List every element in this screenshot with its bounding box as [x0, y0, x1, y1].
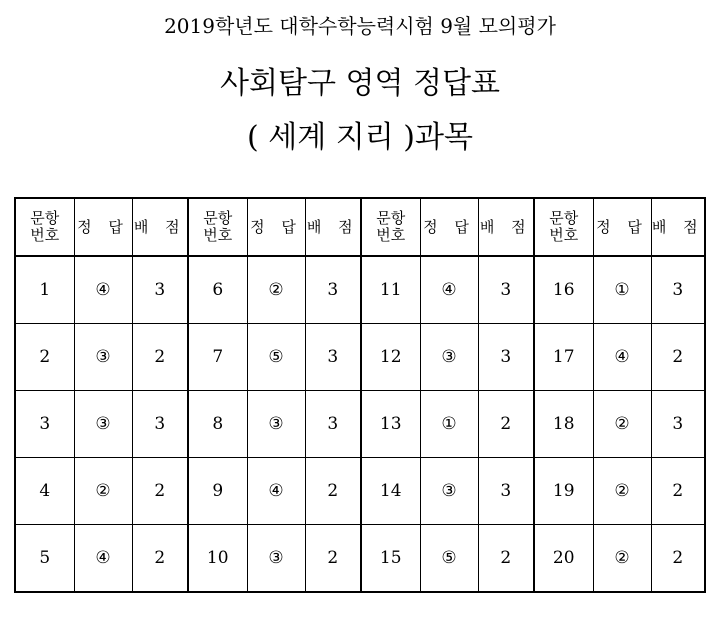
points-cell: 3 — [478, 324, 534, 391]
points-cell: 3 — [478, 458, 534, 525]
question-number-header: 문항 번호 — [188, 198, 247, 256]
answer-header: 정 답 — [420, 198, 478, 256]
question-number-header: 문항 번호 — [15, 198, 74, 256]
question-number: 20 — [534, 525, 593, 593]
question-number: 6 — [188, 256, 247, 324]
question-number: 19 — [534, 458, 593, 525]
question-number: 8 — [188, 391, 247, 458]
exam-title: 2019학년도 대학수학능력시험 9월 모의평가 — [164, 14, 556, 38]
question-number: 1 — [15, 256, 74, 324]
question-number: 15 — [361, 525, 420, 593]
table-row — [15, 391, 705, 458]
answer-cell: ③ — [420, 458, 478, 525]
points-cell: 2 — [651, 458, 705, 525]
points-cell: 2 — [132, 458, 188, 525]
question-number: 2 — [15, 324, 74, 391]
question-number: 4 — [15, 458, 74, 525]
answer-cell: ③ — [247, 391, 305, 458]
points-cell: 2 — [651, 324, 705, 391]
points-cell: 3 — [132, 391, 188, 458]
answer-header: 정 답 — [74, 198, 132, 256]
answer-cell: ④ — [74, 525, 132, 593]
question-number: 10 — [188, 525, 247, 593]
points-cell: 2 — [651, 525, 705, 593]
points-cell: 3 — [305, 391, 361, 458]
answer-cell: ② — [593, 525, 651, 593]
question-number: 7 — [188, 324, 247, 391]
points-cell: 3 — [305, 324, 361, 391]
subject-name: ( 세계 지리 )과목 — [247, 120, 473, 155]
points-cell: 3 — [651, 256, 705, 324]
points-cell: 2 — [478, 391, 534, 458]
points-cell: 2 — [305, 525, 361, 593]
question-number: 13 — [361, 391, 420, 458]
points-header: 배 점 — [305, 198, 361, 256]
points-cell: 2 — [132, 525, 188, 593]
answer-cell: ② — [247, 256, 305, 324]
answer-cell: ④ — [593, 324, 651, 391]
table-row — [15, 256, 705, 324]
question-number: 14 — [361, 458, 420, 525]
answer-cell: ③ — [247, 525, 305, 593]
answer-cell: ② — [593, 458, 651, 525]
answer-cell: ① — [593, 256, 651, 324]
points-cell: 3 — [651, 391, 705, 458]
answer-header: 정 답 — [593, 198, 651, 256]
page-title: 사회탐구 영역 정답표 — [220, 66, 500, 101]
answer-cell: ④ — [420, 256, 478, 324]
points-cell: 3 — [305, 256, 361, 324]
answer-cell: ③ — [74, 391, 132, 458]
question-number: 18 — [534, 391, 593, 458]
answer-cell: ② — [593, 391, 651, 458]
table-row — [15, 324, 705, 391]
points-cell: 3 — [132, 256, 188, 324]
question-number: 12 — [361, 324, 420, 391]
answer-cell: ② — [74, 458, 132, 525]
answer-key-table — [14, 197, 706, 593]
points-header: 배 점 — [651, 198, 705, 256]
points-cell: 2 — [305, 458, 361, 525]
answer-cell: ③ — [420, 324, 478, 391]
points-cell: 2 — [478, 525, 534, 593]
question-number-header: 문항 번호 — [361, 198, 420, 256]
answer-cell: ① — [420, 391, 478, 458]
answer-cell: ③ — [74, 324, 132, 391]
points-header: 배 점 — [478, 198, 534, 256]
question-number: 9 — [188, 458, 247, 525]
points-header: 배 점 — [132, 198, 188, 256]
answer-cell: ④ — [74, 256, 132, 324]
header-row — [15, 198, 705, 256]
question-number: 3 — [15, 391, 74, 458]
points-cell: 3 — [478, 256, 534, 324]
question-number-header: 문항 번호 — [534, 198, 593, 256]
answer-header: 정 답 — [247, 198, 305, 256]
question-number: 17 — [534, 324, 593, 391]
table-row — [15, 525, 705, 593]
answer-cell: ⑤ — [420, 525, 478, 593]
answer-cell: ④ — [247, 458, 305, 525]
question-number: 5 — [15, 525, 74, 593]
question-number: 16 — [534, 256, 593, 324]
table-row — [15, 458, 705, 525]
answer-cell: ⑤ — [247, 324, 305, 391]
question-number: 11 — [361, 256, 420, 324]
points-cell: 2 — [132, 324, 188, 391]
